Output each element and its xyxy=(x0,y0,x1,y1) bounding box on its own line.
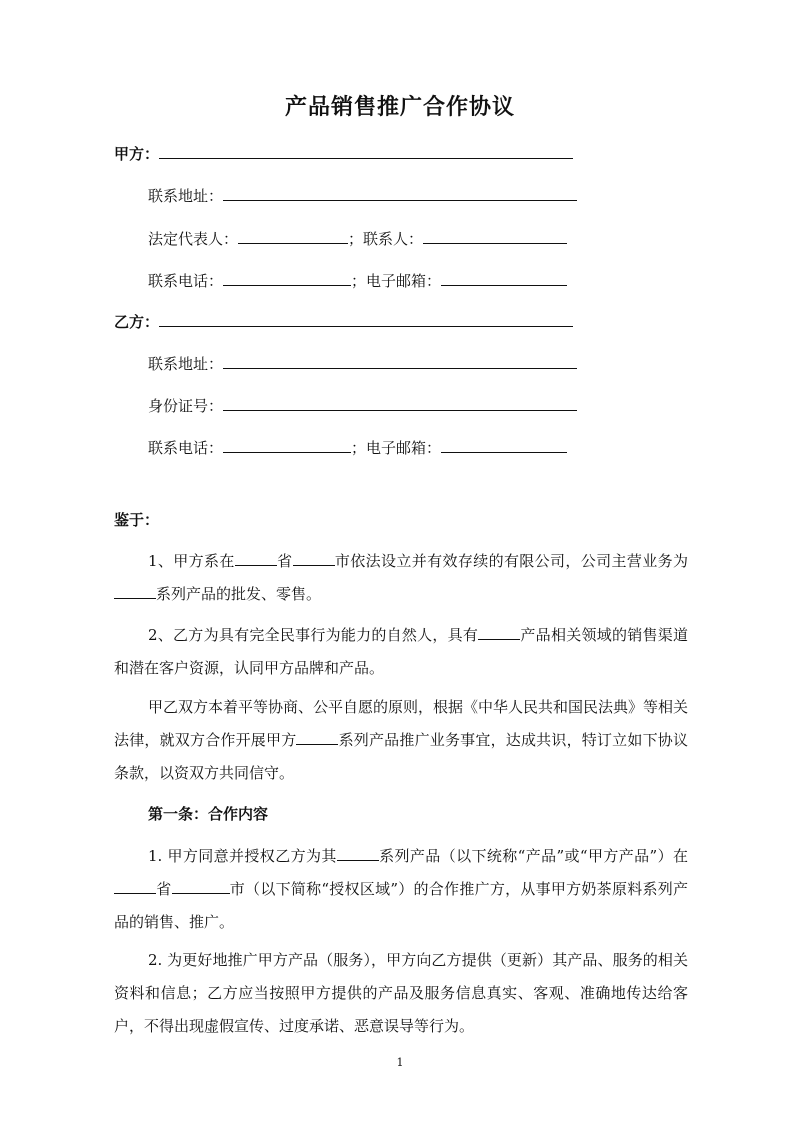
clause1-text-c: 省 xyxy=(156,880,172,898)
party-a-blank xyxy=(159,144,573,159)
blank-authorized-series xyxy=(337,846,379,861)
party-b-id-line xyxy=(148,396,577,416)
article-1-clause-2 xyxy=(114,944,688,1043)
party-a-phone-blank xyxy=(223,271,351,286)
party-b-email-label: ；电子邮箱： xyxy=(351,439,442,457)
clause1-text-b: 系列产品（以下统称“产品”或“甲方产品”）在 xyxy=(378,847,688,865)
blank-region-city xyxy=(172,879,230,894)
party-b-address-line xyxy=(148,354,577,374)
whereas-item-2 xyxy=(114,619,688,685)
whereas-item1-text-b: 省 xyxy=(276,552,293,570)
party-a-phone-line xyxy=(148,271,567,291)
party-a-address-label: 联系地址： xyxy=(148,187,224,205)
party-a-address-blank xyxy=(223,186,577,201)
blank-province xyxy=(235,551,277,566)
whereas-item1-text-a: 1、甲方系在 xyxy=(148,552,235,570)
whereas-item1-text-d: 系列产品的批发、零售。 xyxy=(156,585,322,603)
party-a-rep-line xyxy=(148,229,567,249)
party-a-rep-label: 法定代表人： xyxy=(148,230,239,248)
party-b-phone-label: 联系电话： xyxy=(148,439,224,457)
whereas-intro xyxy=(114,691,688,790)
party-b-phone-blank xyxy=(223,438,351,453)
party-b-blank xyxy=(159,312,573,327)
party-a-line xyxy=(114,144,573,164)
whereas-item2-text-b: 产品相关领域的销售渠道和潜在客户资源，认同甲方品牌和产品。 xyxy=(114,626,688,677)
blank-city xyxy=(293,551,335,566)
article-1-clause-1 xyxy=(114,840,688,939)
party-b-email-blank xyxy=(441,438,567,453)
party-a-email-blank xyxy=(441,271,567,286)
party-b-id-blank xyxy=(223,396,577,411)
page-number: 1 xyxy=(396,1056,404,1069)
party-b-id-label: 身份证号： xyxy=(148,397,224,415)
whereas-intro-text-a: 甲乙双方本着平等协商、公平自愿的原则，根据《中华人民共和国民法典》等相关法律，就双方合作开展甲方 xyxy=(114,698,689,749)
whereas-item-1 xyxy=(114,545,688,611)
whereas-heading: 鉴于： xyxy=(114,511,160,529)
whereas-intro-text-b: 系列产品推广业务事宜，达成共识，特订立如下协议条款，以资双方共同信守。 xyxy=(114,731,688,782)
clause1-text-a: 1. 甲方同意并授权乙方为其 xyxy=(148,847,337,865)
party-b-address-blank xyxy=(223,354,577,369)
clause1-text-d: 市（以下简称“授权区域”）的合作推广方，从事甲方奶茶原料系列产品的销售、推广。 xyxy=(114,880,688,931)
whereas-item2-text-a: 2、乙方为具有完全民事行为能力的自然人，具有 xyxy=(148,626,479,644)
blank-promo-series xyxy=(296,730,338,745)
party-a-phone-label: 联系电话： xyxy=(148,272,224,290)
blank-product-field xyxy=(478,625,520,640)
whereas-item1-text-c: 市依法设立并有效存续的有限公司，公司主营业务为 xyxy=(334,552,688,570)
party-a-address-line xyxy=(148,186,577,206)
party-a-label: 甲方： xyxy=(114,145,160,163)
article-1-heading: 第一条：合作内容 xyxy=(148,805,269,823)
party-a-rep-blank xyxy=(238,229,348,244)
party-b-line xyxy=(114,312,573,332)
blank-product-series xyxy=(114,584,156,599)
party-a-contact-label: ；联系人： xyxy=(348,230,424,248)
party-b-label: 乙方： xyxy=(114,313,160,331)
clause2-text: 2. 为更好地推广甲方产品（服务），甲方向乙方提供（更新）其产品、服务的相关资料和信息；乙方应当按照甲方提供的产品及服务信息真实、客观、准确地传达给客户，不得出现虚假宣传、过度承诺、恶意误导等行为。 xyxy=(114,951,688,1035)
blank-region-province xyxy=(114,879,156,894)
party-b-address-label: 联系地址： xyxy=(148,355,224,373)
party-b-phone-line xyxy=(148,438,567,458)
party-a-email-label: ；电子邮箱： xyxy=(351,272,442,290)
page-title: 产品销售推广合作协议 xyxy=(284,95,515,120)
party-a-contact-blank xyxy=(423,229,567,244)
